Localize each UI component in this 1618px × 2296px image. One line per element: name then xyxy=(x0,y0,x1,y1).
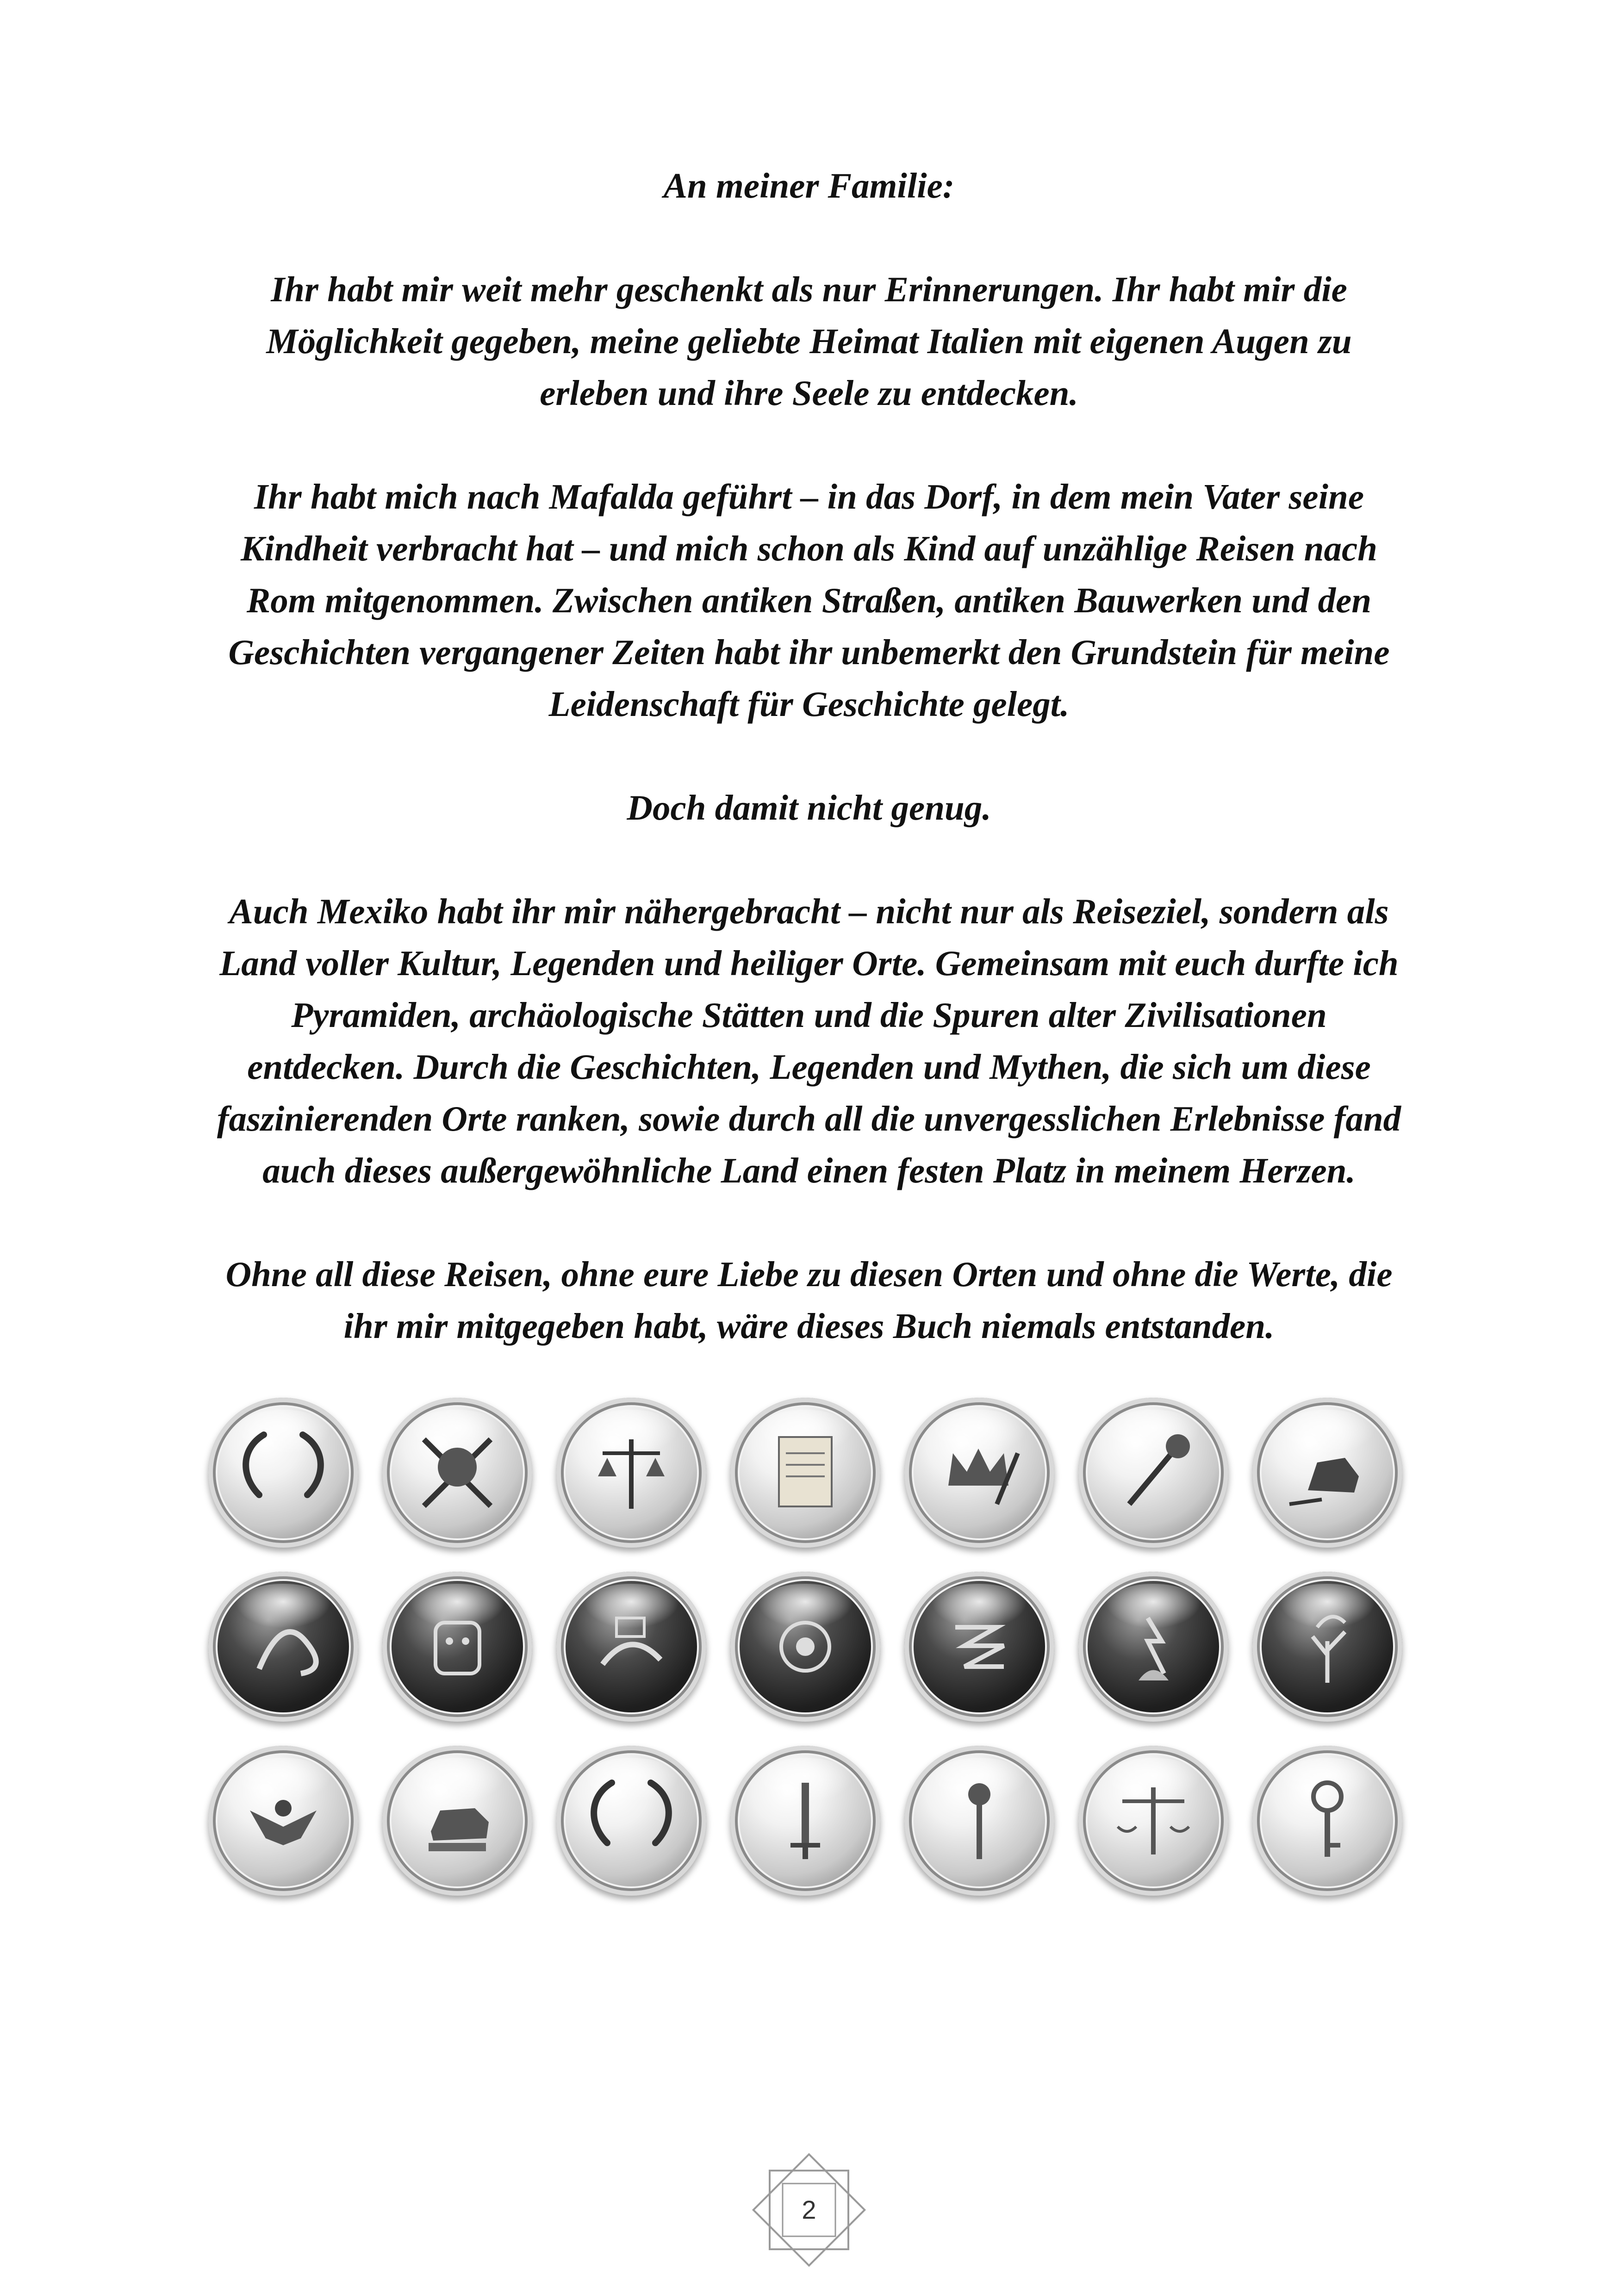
medallion xyxy=(904,1572,1054,1722)
laurel-wreath-icon xyxy=(208,1398,358,1548)
page-number: 2 xyxy=(802,2195,816,2224)
text-line: auch dieses außergewöhnliche Land einen festen Platz in meinem Herzen. xyxy=(262,1151,1356,1190)
scepter-mace-icon xyxy=(1078,1398,1228,1548)
page-number-ornament xyxy=(747,2147,871,2272)
paragraph-3 xyxy=(153,782,1465,834)
medallion xyxy=(208,1398,358,1548)
medallion xyxy=(208,1746,358,1896)
she-wolf-key-icon xyxy=(1252,1398,1402,1548)
medallion xyxy=(556,1572,706,1722)
medallion xyxy=(382,1746,532,1896)
paragraph-1 xyxy=(153,263,1465,419)
aztec-serpent-glyph-icon xyxy=(208,1572,358,1722)
capitoline-wolf-icon xyxy=(382,1746,532,1896)
text-line: Land voller Kultur, Legenden und heiliger Orte. Gemeinsam mit euch durfte ich xyxy=(219,943,1399,983)
gladiator-helmet-swords-icon xyxy=(382,1398,532,1548)
aztec-jaguar-glyph-icon xyxy=(556,1572,706,1722)
medallion xyxy=(1252,1572,1402,1722)
medallion xyxy=(904,1746,1054,1896)
text-line: Möglichkeit gegeben, meine geliebte Heimat Italien mit eigenen Augen zu xyxy=(266,321,1352,361)
medallion xyxy=(556,1746,706,1896)
medallion xyxy=(1252,1398,1402,1548)
aztec-lightning-fire-icon xyxy=(1078,1572,1228,1722)
medallion xyxy=(1252,1746,1402,1896)
roman-eagle-icon xyxy=(208,1746,358,1896)
medallion xyxy=(208,1572,358,1722)
paragraph-2 xyxy=(153,471,1465,730)
text-line: Ihr habt mich nach Mafalda geführt – in das Dorf, in dem mein Vater seine xyxy=(254,477,1364,516)
text-line: Geschichten vergangener Zeiten habt ihr unbemerkt den Grundstein für meine xyxy=(228,632,1390,672)
ornate-key-icon xyxy=(1252,1746,1402,1896)
aztec-calendar-glyph-icon xyxy=(730,1572,880,1722)
text-line: Kindheit verbracht hat – und mich schon als Kind auf unzählige Reisen nach xyxy=(241,529,1377,568)
medallion xyxy=(730,1398,880,1548)
medallion xyxy=(1078,1746,1228,1896)
paragraph-4 xyxy=(153,885,1465,1196)
medallion xyxy=(556,1398,706,1548)
text-line: Leidenschaft für Geschichte gelegt. xyxy=(548,684,1070,724)
text-line: Ohne all diese Reisen, ohne eure Liebe zu diesen Orten und ohne die Werte, die xyxy=(225,1254,1393,1294)
crown-scepter-icon xyxy=(904,1398,1054,1548)
medallion xyxy=(1078,1398,1228,1548)
text-line: An meiner Familie: xyxy=(663,166,955,205)
sword-icon xyxy=(730,1746,880,1896)
text-line: faszinierenden Orte ranken, sowie durch all die unvergesslichen Erlebnisse fand xyxy=(217,1099,1401,1139)
scales-of-justice-icon xyxy=(556,1398,706,1548)
medallion xyxy=(904,1398,1054,1548)
medallion xyxy=(382,1572,532,1722)
scroll-document-icon xyxy=(730,1398,880,1548)
text-line: Pyramiden, archäologische Stätten und die Spuren alter Zivilisationen xyxy=(291,995,1327,1035)
mace-icon xyxy=(904,1746,1054,1896)
medallion-grid xyxy=(208,1398,1412,1907)
text-line: Doch damit nicht genug. xyxy=(627,788,991,828)
medallion xyxy=(730,1746,880,1896)
text-line: ihr mir mitgegeben habt, wäre dieses Buch niemals entstanden. xyxy=(343,1306,1275,1346)
text-line: Rom mitgenommen. Zwischen antiken Straßen, antiken Bauwerken und den xyxy=(246,580,1372,620)
text-line: entdecken. Durch die Geschichten, Legenden und Mythen, die sich um diese xyxy=(247,1047,1371,1087)
medallion xyxy=(730,1572,880,1722)
aztec-mask-glyph-icon xyxy=(382,1572,532,1722)
text-line: Auch Mexiko habt ihr mir nähergebracht – nicht nur als Reiseziel, sondern als xyxy=(229,891,1389,931)
text-line: Ihr habt mir weit mehr geschenkt als nur Erinnerungen. Ihr habt mir die xyxy=(271,269,1347,309)
aztec-serpent-tree-icon xyxy=(1252,1572,1402,1722)
medallion xyxy=(382,1398,532,1548)
aztec-feathered-serpent-icon xyxy=(904,1572,1054,1722)
text-line: erleben und ihre Seele zu entdecken. xyxy=(540,373,1078,413)
dedication-heading xyxy=(153,160,1465,212)
medallion xyxy=(1078,1572,1228,1722)
scales-icon xyxy=(1078,1746,1228,1896)
dedication-text xyxy=(153,160,1465,1404)
laurel-wreath-icon xyxy=(556,1746,706,1896)
paragraph-5 xyxy=(153,1248,1465,1352)
